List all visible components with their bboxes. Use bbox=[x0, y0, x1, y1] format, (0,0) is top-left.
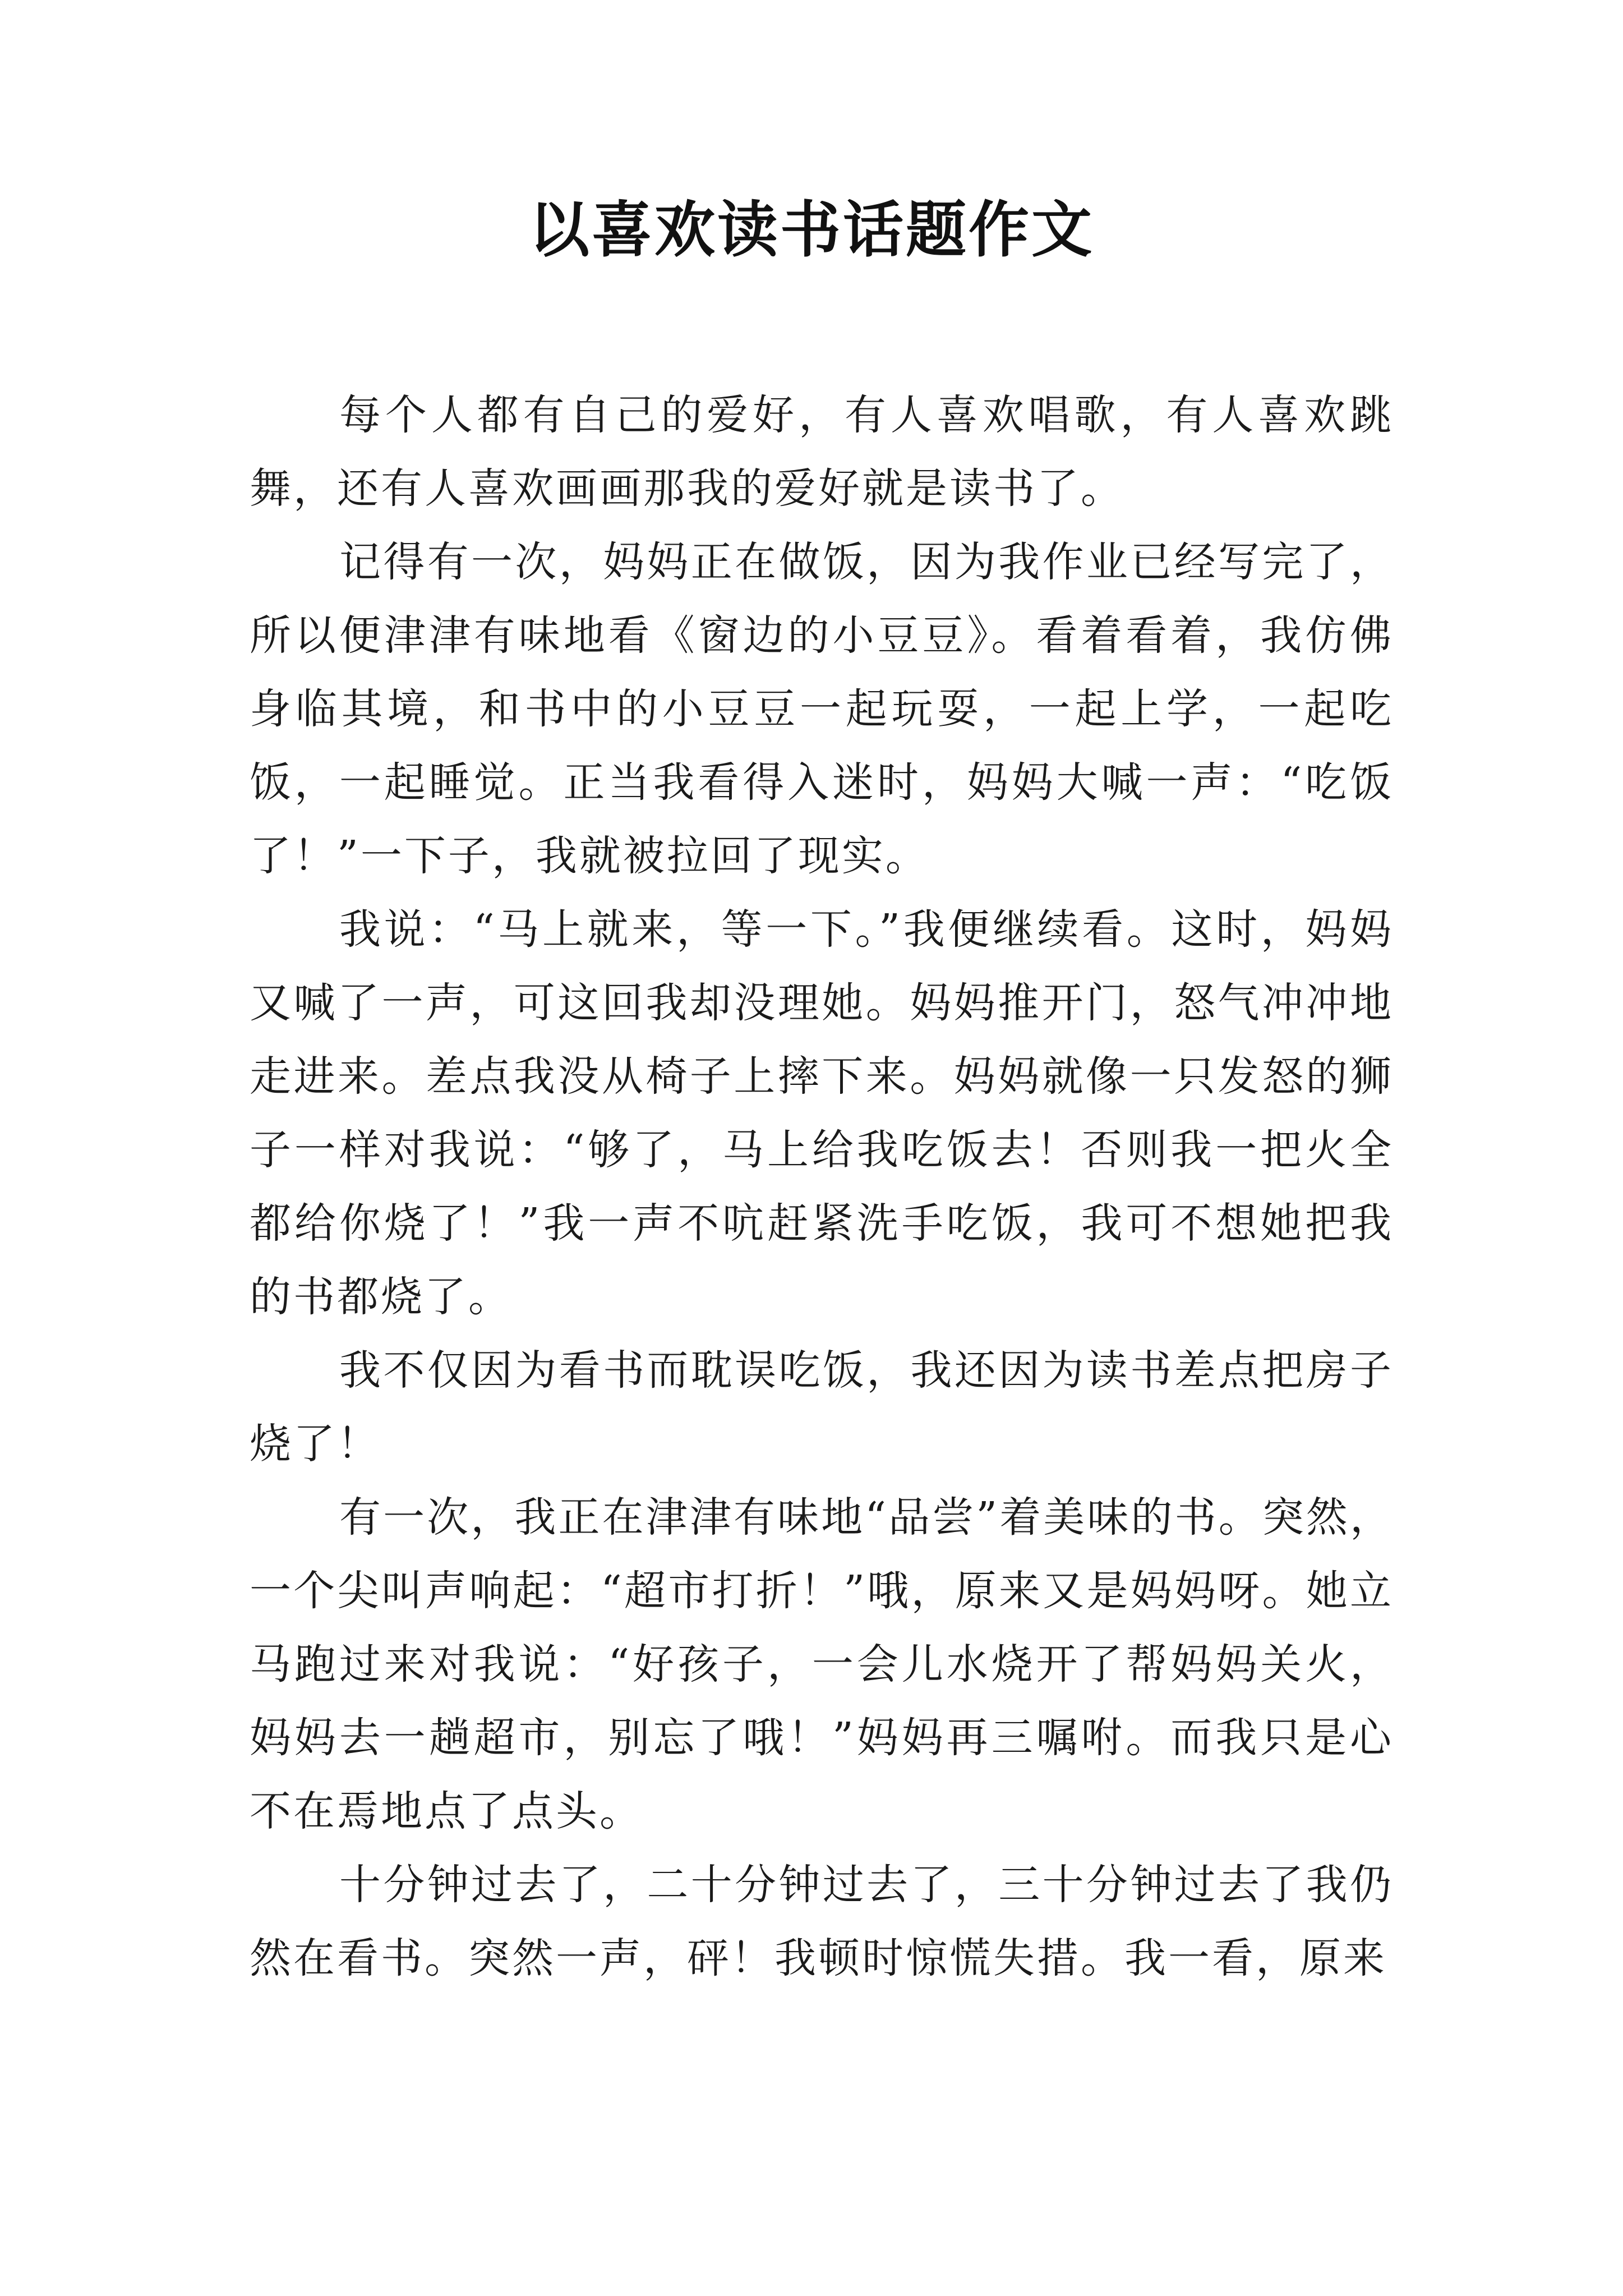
paragraph: 每个人都有自己的爱好，有人喜欢唱歌，有人喜欢跳舞，还有人喜欢画画那我的爱好就是读书了。 bbox=[250, 391, 1394, 513]
document-title: 以喜欢读书话题作文 bbox=[528, 195, 1094, 265]
paragraph: 我说：“马上就来，等一下。”我便继续看。这时，妈妈又喊了一声，可这回我却没理她。妈妈推开门，怒气冲冲地走进来。差点我没从椅子上摔下来。妈妈就像一只发怒的狮子一样对我说：“够了，马上给我吃饭去！否则我一把火全都给你烧了！”我一声不吭赶紧洗手吃饭，我可不想她把我的书都烧了。 bbox=[250, 905, 1394, 1321]
paragraph: 十分钟过去了，二十分钟过去了，三十分钟过去了我仍然在看书。突然一声，砰！我顿时惊慌失措。我一看，原来 bbox=[250, 1861, 1394, 1982]
paragraph: 记得有一次，妈妈正在做饭，因为我作业已经写完了，所以便津津有味地看《窗边的小豆豆》。看着看着，我仿佛身临其境，和书中的小豆豆一起玩耍，一起上学，一起吃饭，一起睡觉。正当我看得入迷时，妈妈大喊一声：“吃饭了！”一下子，我就被拉回了现实。 bbox=[250, 538, 1394, 880]
paragraph: 我不仅因为看书而耽误吃饭，我还因为读书差点把房子烧了！ bbox=[250, 1346, 1394, 1468]
paragraph: 有一次，我正在津津有味地“品尝”着美味的书。突然，一个尖叫声响起：“超市打折！”哦，原来又是妈妈呀。她立马跑过来对我说：“好孩子，一会儿水烧开了帮妈妈关火，妈妈去一趟超市，别忘了哦！”妈妈再三嘱咐。而我只是心不在焉地点了点头。 bbox=[250, 1493, 1394, 1835]
document-body bbox=[250, 379, 1394, 1995]
